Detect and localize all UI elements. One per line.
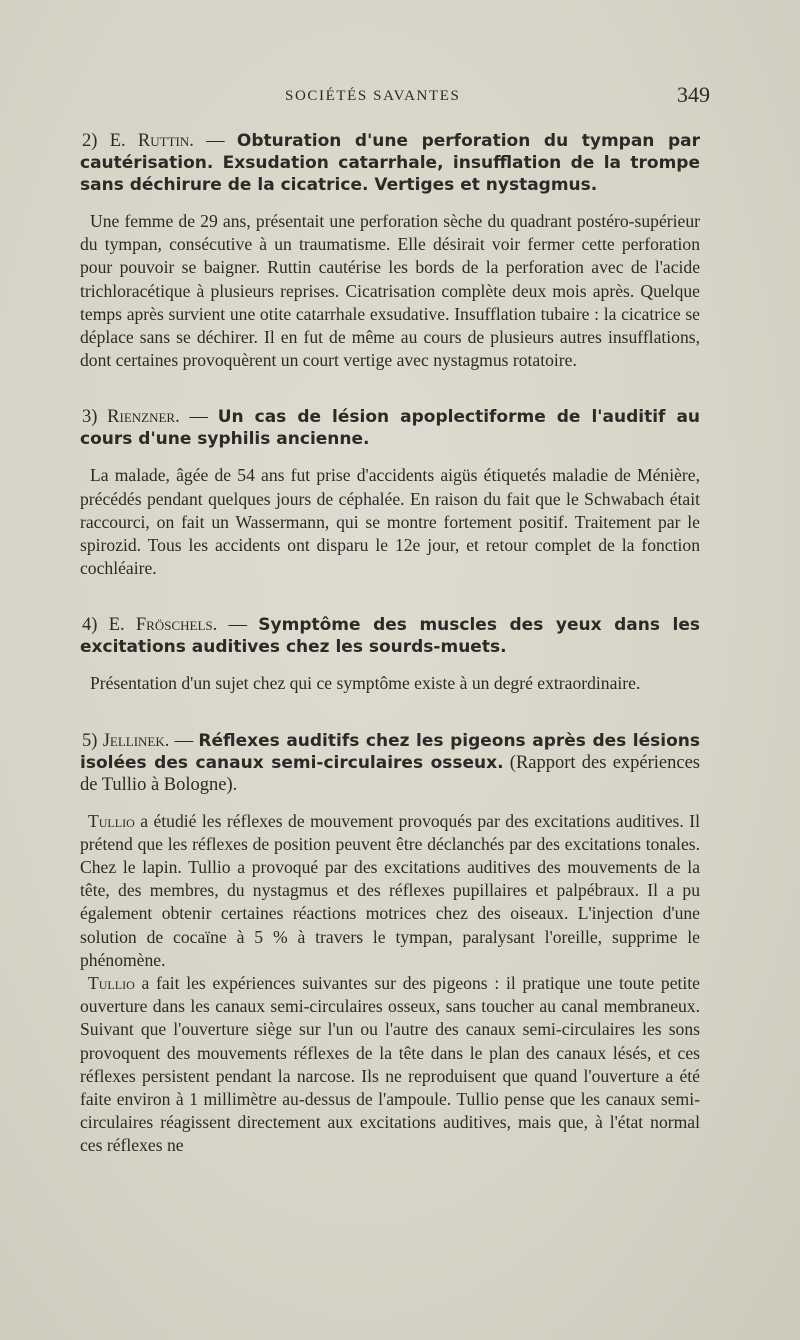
abstract-number: 3) — [82, 407, 98, 428]
paragraph-lead: Tullio — [88, 973, 135, 994]
abstract-paragraph — [80, 210, 700, 372]
abstract-heading — [80, 730, 700, 796]
abstract-title-note: (Rapport des expériences de Tullio à Bologne). — [80, 752, 700, 795]
abstract-author: Rienzner. — [107, 407, 180, 428]
abstract-paragraph — [80, 464, 700, 580]
paragraph-text: a étudié les réflexes de mouvement provoqués par des excitations auditives. Il prétend que les réflexes de position peuvent être déclanchés par des excitations tonales. Chez le lapin. Tullio a provoqué par des excitations auditives des mouvements de la tête, des membres, du nystagmus et des réflexes pupillaires et palpébraux. Il a pu également obtenir certaines réactions motrices chez des oiseaux. L'injection d'une solution de cocaïne à 5 % à travers le tympan, paralysant l'oreille, supprime le phénomène. — [80, 810, 700, 970]
paragraph-lead: Tullio — [88, 810, 135, 831]
page-number: 349 — [677, 82, 710, 107]
abstract-paragraph — [80, 810, 700, 972]
abstract-heading — [80, 614, 700, 658]
abstract-author: E. Ruttin. — [109, 131, 194, 151]
abstract-number: 4) — [82, 615, 98, 636]
abstract-heading — [80, 406, 700, 450]
abstract-paragraph — [80, 972, 700, 1158]
abstract-number: 5) — [82, 730, 98, 751]
abstract-author: E. Fröschels. — [108, 615, 218, 636]
paragraph-text: Une femme de 29 ans, présentait une perforation sèche du quadrant postéro-supérieur du tympan, consécutive à un traumatisme. Elle désirait voir fermer cette perforation pour pouvoir se baigner. Ruttin cautérise les bords de la perforation avec de l'acide trichloracétique à plusieurs reprises. Cicatrisation complète deux mois après. Quelque temps après survient une otite catarrhale exsudative. Insufflation tubaire : la cicatrice se déplace sans se déchirer. Il en fut de même au cours de plusieurs autres insufflations, dont certaines provoquèrent un court vertige avec nystagmus rotatoire. — [80, 211, 700, 371]
abstract-title: Réflexes auditifs chez les pigeons après des lésions isolées des canaux semi-circulaires osseux. — [80, 730, 701, 773]
paragraph-text: a fait les expériences suivantes sur des pigeons : il pratique une toute petite ouverture dans les canaux semi-circulaires osseux, sans toucher au canal membraneux. Suivant que l'ouverture siège sur l'un ou l'autre des canaux semi-circulaires les sons provoquent des mouvements réflexes de la tête dans le plan des canaux lésés, et ces réflexes persistent pendant la narcose. Ils ne reproduisent que quand l'ouverture a été faite environ à 1 millimètre au-dessus de l'ampoule. Tullio pense que les canaux semi-circulaires réagissent directement aux excitations auditives, mais que, à l'état normal ces réflexes ne — [80, 973, 700, 1156]
abstract-title: Obturation d'une perforation du tympan par cautérisation. Exsudation catarrhale, insufflation de la trompe sans déchirure de la cicatrice. Vertiges et nystagmus. — [80, 131, 700, 195]
abstract-paragraph — [80, 672, 700, 695]
paragraph-text: Présentation d'un sujet chez qui ce symptôme existe à un degré extraordinaire. — [90, 673, 641, 694]
heading-dash: — — [217, 615, 259, 636]
page-header — [80, 84, 710, 110]
abstract-rienzner — [80, 406, 700, 580]
abstract-title: Symptôme des muscles des yeux dans les excitations auditives chez les sourds-muets. — [80, 615, 700, 658]
abstract-title: Un cas de lésion apoplectiforme de l'auditif au cours d'une syphilis ancienne. — [80, 407, 701, 450]
heading-dash: — — [169, 730, 199, 751]
abstract-author: Jellinek. — [102, 730, 170, 751]
page-body — [80, 130, 700, 1192]
heading-dash: — — [179, 407, 218, 428]
abstract-ruttin — [80, 130, 700, 372]
abstract-heading — [80, 130, 700, 196]
abstract-jellinek — [80, 730, 700, 1158]
abstract-number: 2) — [82, 131, 98, 151]
paragraph-text: La malade, âgée de 54 ans fut prise d'accidents aigüs étiquetés maladie de Ménière, précédés pendant quelques jours de céphalée. En raison du fait que le Schwabach était raccourci, on fait un Wassermann, qui se montre fortement positif. Traitement par le spirozid. Tous les accidents ont disparu le 12e jour, et retour complet de la fonction cochléaire. — [80, 465, 700, 579]
heading-dash: — — [193, 131, 237, 151]
abstract-froschels — [80, 614, 700, 695]
running-head: SOCIÉTÉS SAVANTES — [285, 88, 461, 104]
